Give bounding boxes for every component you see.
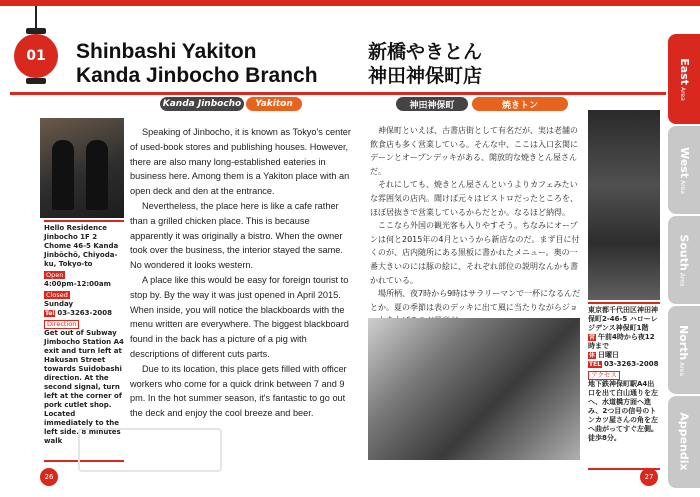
address-jp: 東京都千代田区神田神保町2-46-5 ハローレジデンス神保町1階 [588,306,658,332]
tel-number-jp: 03-3263-2008 [604,360,659,368]
title-en-line2: Kanda Jinbocho Branch [76,64,318,87]
body-text-japanese [370,124,582,328]
title-en-line1: Shinbashi Yakiton [76,40,257,63]
decorative-outline [78,428,222,472]
page-number-left: 26 [40,468,58,486]
info-box-english [44,220,124,462]
lantern-cap-bottom [26,78,46,84]
page-number-right: 27 [640,468,658,486]
body-text-english [130,125,354,421]
body-jp-p2: それにしても、焼きとん屋さんというよりカフェみたいな雰囲気の店内。聞けば元々はビストロだったところを、ほぼ居抜きで営業しているからだとか。なるほど納得。 [370,180,578,217]
tel-tag-en: Tel [45,310,55,317]
title-jp-line2: 神田神保町店 [368,65,483,87]
info-box-japanese [588,302,660,470]
body-en-p4: Due to its location, this place gets filled with officer workers who come for a quick drink between 7 and 9 pm. In the hot summer season, it's fantastic to go out the deck and enjoy the cool breeze and beer. [130,363,347,419]
ribbon-area-jp: 神田神保町 [396,97,468,111]
closed-days-en: Sunday [44,300,74,308]
tab-north-area[interactable]: NorthArea [668,306,700,394]
header-divider [10,92,666,95]
body-jp-p1: 神保町といえば、古書店街として有名だが、実は老舗の飲食店も多く営業している。そんな中、ここは入口玄関にデーンとオープンデッキがある、開放的な焼きとん屋さんだ。 [370,126,578,176]
closed-tag-jp: 休 [589,352,596,359]
ribbon-area-en: Kanda Jinbocho [160,97,244,111]
direction-tag-jp: アクセス [588,371,620,380]
direction-jp: 地下鉄神保町駅A4出口を出て白山通りを左へ、水道橋方面へ進み、2つ目の信号のトンカツ屋さんの角を左へ曲がってすぐ左側。徒歩8分。 [588,380,658,442]
direction-en: Get out of Subway Jimbocho Station A4 exit and turn left at Hakusan Street towards Suidobashi direction. At the second signal, turn left at the corner of pork cutlet shop. Located immediately to the left side. 8 minutes walk [44,329,124,445]
tel-tag-jp: TEL [589,361,602,368]
closed-days-jp: 日曜日 [598,351,620,359]
food-photo [368,318,580,460]
title-jp-line1: 新橋やきとん [368,41,483,63]
body-en-p1: Speaking of Jinbocho, it is known as Tokyo's center of used-book stores and publishing houses. However, there are also many long-established eateries in business here. Among them is a Yakiton place with an open deck and den at the entrance. [130,127,351,197]
ribbon-genre-en: Yakiton [246,97,302,111]
tel-number-en: 03-3263-2008 [57,309,112,317]
open-tag-jp: 営 [589,334,596,341]
title-japanese [368,40,482,88]
body-en-p3: A place like this would be easy for foreign tourist to stop by. By the way it was just opened in April 2015. When inside, you will notice the blackboards with the menu written are everywhere. The biggest blackboard found in the back has a picture of a pig with descriptions of different cuts parts. [130,274,349,359]
tab-east-area[interactable]: EastArea [668,34,700,124]
open-hours-en: 4:00pm-12:00am [44,280,111,288]
ribbon-genre-jp: 焼きトン [472,97,568,111]
top-red-band [0,0,700,6]
body-en-p2: Nevertheless, the place here is like a cafe rather than a grilled chicken place. This is because apparently it was originally a bistro. When the owner took over the business, the interior stayed the same. No wondered it looks western. [130,200,343,271]
tab-west-area[interactable]: WestArea [668,126,700,214]
staff-figure-1 [52,140,74,210]
title-english [76,40,318,88]
address-en: Hello Residence Jinbocho 1F 2 Chome 46-5 Kanda Jinbōchō, Chiyoda-ku, Tokyo-to [44,224,119,268]
open-tag-en: Open [46,271,64,279]
open-hours-jp: 午前4時から夜12時まで [588,333,655,350]
entry-number-lantern: 01 [14,34,58,78]
tab-south-area[interactable]: SouthArea [668,216,700,304]
staff-figure-2 [86,140,108,210]
closed-tag-en: Closed [46,291,68,299]
body-jp-p4: 場所柄、夜7時から9時はサラリーマンで一杯になるんだとか。夏の季節は表のデッキに出て風に当たりながらジョ [370,289,581,312]
body-jp-p3: ここなら外国の観光客も入りやすそう。ちなみにオープンは何と2015年の4月というから新店なのだ。まず目に付くのが、店内随所にある黒板に書かれたメニュー。奥の一番大きいのには豚の絵に、それぞれ部位の説明なんかも書かれている。 [370,221,580,285]
exterior-photo [588,110,660,300]
lantern-string [35,6,37,28]
direction-tag-en: Direction [44,320,79,329]
tab-appendix[interactable]: Appendix [668,396,700,488]
